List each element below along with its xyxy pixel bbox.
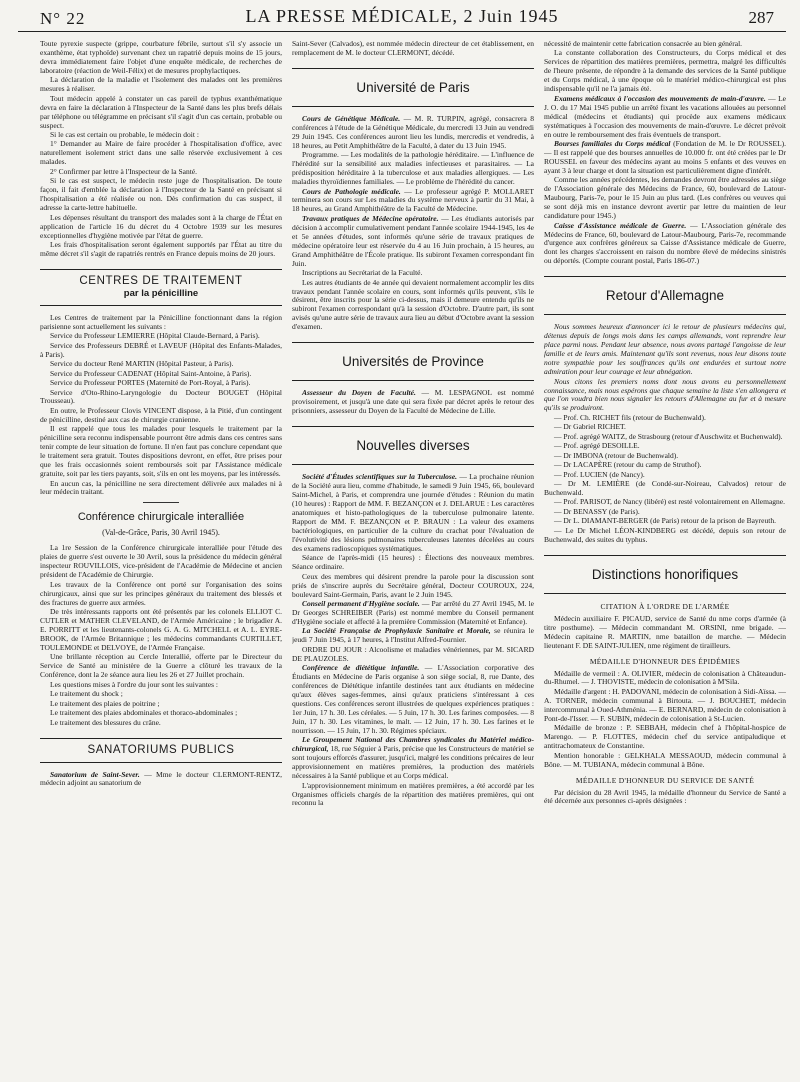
item-text: — L'Association corporative des Étudiants en Médecine de Paris organise à son siège social, 8, rue Dante, des conférences de Diététique infantile destinées tant aux étudiants en médecine qu'aux élèves sages-femmes, ainsi qu'aux praticiens s'intéressant à ces questions. Ces conférences seront illustrées de quelques expériences pratiques : 1er Juin, 17 h. 30. Les céréales. — 5 Juin, 17 h. 30. Les farines composées. — 8 Juin, 17 h. 30. Les vitamines, le malt. — 12 Juin, 17 h. 30. Les farines et le nourrisson. — 15 Juin, 17 h. 30. Régimes spéciaux. <box>292 663 534 735</box>
section-title: Nouvelles diverses <box>356 438 470 454</box>
news-item <box>292 646 534 664</box>
paragraph: Service du Professeur PORTES (Maternité de Port-Royal, à Paris). <box>50 378 251 388</box>
subsection-title: CITATION À L'ORDRE DE L'ARMÉE <box>600 601 730 611</box>
paragraph: Service du Professeur CADENAT (Hôpital Saint-Antoine, à Paris). <box>50 368 252 378</box>
paragraph: En outre, le Professeur Clovis VINCENT dispose, à la Pitié, d'un contingent de pénicilline, destiné aux cas de chirurgie cranienne. <box>40 405 282 424</box>
item-lead: Le Groupement National des Chambres syndicales du Matériel médico-chirurgical, <box>292 735 534 754</box>
paragraph: Tout médecin appelé à constater un cas pareil de typhus exanthématique devra en faire la déclaration à l'Inspecteur de la Santé dans les plus brefs délais par téléphone ou télégramme en précisant s'il s'agit d'un cas certain, probable ou suspect. <box>40 93 282 130</box>
item-text: Inscriptions au Secrétariat de la Faculté. <box>302 268 423 278</box>
paragraph: Les questions mises à l'ordre du jour sont les suivantes : <box>50 679 218 689</box>
paragraph: Par décision du 28 Avril 1945, la médaille d'honneur du Service de Santé a été décernée aux personnes ci-après désignées : <box>544 787 786 806</box>
item-lead: Bourses familiales du Corps médical <box>554 138 671 148</box>
paragraph: Service du Professeur LEMIERRE (Hôpital Claude-Bernard, à Paris). <box>50 331 260 341</box>
paragraph: Une brillante réception au Cercle Interallié, offerte par le Directeur du Service de Santé au ministère de la Guerre a clôturé les travaux de la Conférence, dont la 2e séance aura lieu les 26 et 27 Juillet prochain. <box>40 652 282 680</box>
list-item: — Dr LACAPÈRE (retour du camp de Struthof). <box>554 460 702 470</box>
news-item <box>292 664 534 736</box>
section-title: Distinctions honorifiques <box>591 566 739 582</box>
item-text: — La prochaine réunion de la Société aura lieu, comme d'habitude, le samedi 9 Juin 1945, 66, boulevard Saint-Michel, à Paris, et comprendra une journée d'études : Réunion du matin (10 heures) : Rapport de MM. F. BEZANÇON et J. DELARUE : Les caractères anatomiques et histo-pathologiques de la tuberculose pulmonaire latente. Rapport de MM. F. BEZANÇON et P. BRAUN : La valeur des examens bactériologiques, en particulier de la culture du crachat pour l'évaluation de l'évolutivité des lésions pulmonaires tuberculeuses latentes décelées au cours des examens radioscopiques systématiques. <box>292 472 534 553</box>
item-text: — Le J. O. du 17 Mai 1945 publie un arrêté fixant les vacations allouées au personnel médical (médecins et étudiants) qui procède aux examens médicaux systématiques à l'occasion des mouvements de main-d'œuvre. Le décret prévoit en outre le remboursement des frais éventuels de transport. <box>544 93 786 139</box>
list-item: — Dr Gabriel RICHET. <box>554 422 626 432</box>
section-title: Université de Paris <box>356 79 470 95</box>
item-text: — M. LESPAGNOL est nommé provisoirement, et jusqu'à une date qui sera fixée par décret après le retour des prisonniers, assesseur du Doyen de la Faculté de Médecine de Lille. <box>292 388 534 416</box>
conference-paragraphs <box>40 544 282 727</box>
news-item <box>292 600 534 627</box>
paragraph: La 1re Session de la Conférence chirurgicale interalliée pour l'étude des plaies de guerre s'est ouverte le 30 Avril, sous la présidence du médecin général inspecteur ROUVILLOIS, vice-président de l'Académie de Médecine et ancien président de l'Académie de Chirurgie. <box>40 543 282 580</box>
list-item: — Dr M. LEMIÈRE (de Condé-sur-Noireau, Calvados) retour de Buchenwald. <box>544 479 786 497</box>
list-item: Mention honorable : GELKHALA MESSAOUD, médecin communal à Bône. — M. TUBIANA, médecin communal à Bône. <box>544 750 786 769</box>
column-2 <box>292 40 534 1080</box>
news-item <box>544 140 786 176</box>
news-item <box>292 215 534 269</box>
conference-date: (Val-de-Grâce, Paris, 30 Avril 1945). <box>102 528 220 538</box>
paragraph: Médecin auxiliaire F. PICAUD, service de Santé du nme corps d'armée (à titre posthume). — Médecin commandant M. ORSINI, nme brigade. — Médecin capitaine R. MARTIN, nme bataillon de marche. — Médecin lieutenant F. DE SAINT-JULIEN, nme régiment de tirailleurs. <box>544 613 786 650</box>
penicilline-paragraphs <box>40 314 282 498</box>
item-lead: Conseil permanent d'Hygiène sociale. <box>302 598 420 608</box>
item-lead: Sanatorium de Saint-Sever. <box>50 769 140 779</box>
paragraph: Les Centres de traitement par la Pénicilline fonctionnant dans la région parisienne sont actuellement les suivants : <box>40 312 282 331</box>
paragraph: Nous sommes heureux d'annoncer ici le retour de plusieurs médecins qui, détenus depuis de longs mois dans les camps allemands, vont reprendre leur place parmi nous. Pendant leur absence, nous avons partagé l'angoisse de leur famille et de leurs amis. Maintenant qu'ils sont revenus, nous leur disons toute notre sympathie pour les souffrances qu'ils ont endurées et surtout notre admiration pour leur courage et leur abnégation. <box>544 322 786 377</box>
section-heading-nouvelles <box>292 426 534 465</box>
col3-news-items <box>544 95 786 267</box>
list-item: Médaille de bronze : P. SEBBAH, médecin chef à l'hôpital-hospice de Marengo. — P. FLOTTES, médecin chef du service antipaludique et antitrachomateux de Constantine. <box>544 723 786 751</box>
news-item <box>544 176 786 221</box>
column-1 <box>18 40 282 1080</box>
item-text: Séance de l'après-midi (15 heures) : Élections des nouveaux membres. Séance ordinaire. <box>292 553 534 572</box>
section-title: Retour d'Allemagne <box>605 288 725 304</box>
section-title: CENTRES DE TRAITEMENT <box>79 274 243 287</box>
news-item <box>292 473 534 554</box>
item-lead: Examens médicaux à l'occasion des mouvements de main-d'œuvre. <box>554 93 766 103</box>
paragraph: Toute pyrexie suspecte (grippe, courbature fébrile, surtout s'il s'y associe un exanthème, état typhoïde) survenant chez un rapatrié depuis moins de 15 jours, devra immédiatement faire l'objet d'une enquête médicale, de recherches de laboratoire (réaction de Weil-Félix) et de mesures prophylactiques. <box>40 40 282 75</box>
page-number: 287 <box>748 8 774 27</box>
section-title: SANATORIUMS PUBLICS <box>87 743 235 756</box>
epidemies-list <box>544 670 786 770</box>
paragraph: Les travaux de la Conférence ont porté sur l'organisation des soins chirurgicaux, ainsi que sur les principes généraux du traitement des blessés et des fractures de guerre aux armées. <box>40 579 282 607</box>
news-item <box>292 782 534 809</box>
item-text: (Fondation de M. le Dr ROUSSEL). — Il est rappelé que des bourses annuelles de 10.000 fr. ont été créées par le Dr ROUSSEL en faveur des médecins ayant au moins 5 enfants et des veuves en ayant 3 à leur charge et dont la situation est particulièrement digne d'intérêt. <box>544 138 786 175</box>
list-item: — Dr L. DIAMANT-BERGER (de Paris) retour de la prison de Bayreuth. <box>554 516 776 526</box>
issue-number: N° 22 <box>40 9 86 28</box>
list-item: — Le Dr Michel LÉON-KINDBERG est décédé, depuis son retour de Buchenwald, des suites du typhus. <box>544 525 786 544</box>
list-item: Médaille d'argent : H. PADOVANI, médecin de colonisation à Sidi-Aïssa. — A. TORNER, médecin communal à Birtouta. — J. BOUCHET, médecin intercommunal à Oued-Athménia. — E. BERNARD, médecin de colonisation à Pont-de-l'Isser. — F. SUBIN, médecin de colonisation à St-Lucien. <box>544 686 786 723</box>
section-heading-distinctions <box>544 555 786 594</box>
news-item <box>292 151 534 187</box>
item-text: L'approvisionnement minimum en matières premières, a été accordé par les Organismes officiels chargés de la répartition des matières premières, qui ont reconnu la <box>292 780 534 808</box>
item-lead: Cours de Génétique Médicale. <box>302 113 401 123</box>
item-text: — Les étudiants autorisés par décision à accomplir cumulativement pendant l'année scolaire 1944-1945, les 4e et 5e années d'études, sont informés qu'une série de travaux pratiques de médecine opératoire leur est réservée du 4 au 16 Juin prochain, à 15 heures, au Grand Amphithéâtre de l'École pratique. Ils subiront l'examen correspondant fin Juin. <box>292 213 534 268</box>
item-text: Comme les années précédentes, les demandes devront être adressées au siège de l'Association générale des Médecins de France, 60, boulevard de Latour-Maubourg, Paris-7e, pour le 15 Juin au plus tard. (Les confrères ou veuves qui se sont déjà mis en instance devront avertir par lettre du maintien de leur candidature pour 1945.) <box>544 175 786 221</box>
section-heading-retour <box>544 276 786 315</box>
item-lead: Assesseur du Doyen de Faculté. <box>302 388 416 398</box>
news-item <box>292 736 534 781</box>
item-text: Ceux des membres qui désirent prendre la parole pour la discussion sont priés de s'inscrire auprès du Secrétaire général, Docteur COUROUX, 224, boulevard Saint-Germain, Paris, avant le 2 Juin 1945. <box>292 571 534 599</box>
item-text: ORDRE DU JOUR : Alcoolisme et maladies vénériennes, par M. SICARD DE PLAUZOLES. <box>292 644 534 663</box>
paragraph: Le traitement des plaies abdominales et thoraco-abdominales ; <box>50 708 238 718</box>
paragraph: Service d'Oto-Rhino-Laryngologie du Docteur BOUGET (Hôpital Trousseau). <box>40 387 282 406</box>
item-text: — Le professeur agrégé P. MOLLARET terminera son cours sur Les maladies du système nerveux à partir du 31 Mai, à 18 heures, au Grand Amphithéâtre de la Faculté de Médecine. <box>292 186 534 214</box>
column-3 <box>544 40 786 1080</box>
item-lead: Caisse d'Assistance médicale de Guerre. <box>554 220 687 230</box>
list-item: Médaille de vermeil : A. OLIVIER, médecin de colonisation à Châteaudun-du-Rhumel. — J. THOVISTE, médecin de colonisation à M'Sila. <box>544 668 786 687</box>
subsection-title: MÉDAILLE D'HONNEUR DES ÉPIDÉMIES <box>589 656 741 666</box>
news-item <box>544 222 786 267</box>
list-item: — Prof. LUCIEN (de Nancy). <box>554 469 645 479</box>
paragraph: Si le cas est certain ou probable, le médecin doit : <box>50 130 199 140</box>
item-text: 18, rue Séguier à Paris, précise que les Constructeurs de matériel se sont toujours efforcés d'assurer, jusqu'ici, malgré les conditions précaires de leur approvisionnement en matières premières, la production des matériels nécessaires à la Santé publique et au Corps médical. <box>292 744 534 781</box>
item-text: — Par arrêté du 27 Avril 1945, M. le Dr Georges SCHREIBER (Paris) est nommé membre du Conseil permanent d'Hygiène sociale et affecté à la première Commission (Maternité et Enfance). <box>292 598 534 626</box>
list-item: — Prof. Ch. RICHET fils (retour de Buchenwald). <box>554 412 706 422</box>
paragraph: nécessité de maintenir cette fabrication consacrée au bien général. <box>544 40 743 48</box>
news-item <box>292 279 534 333</box>
subsection-title: MÉDAILLE D'HONNEUR DU SERVICE DE SANTÉ <box>575 775 755 785</box>
section-subtitle: par la pénicilline <box>123 287 199 299</box>
news-item <box>544 95 786 140</box>
paragraph: Les frais d'hospitalisation seront également supportés par l'État au titre du même décret s'il s'agit de rapatriés rentrés en France depuis moins de 20 jours. <box>40 239 282 258</box>
item-lead: Cours de Pathologie médicale. <box>302 186 401 196</box>
paragraph: Il est rappelé que tous les malades pour lesquels le traitement par la pénicilline sera reconnu indispensable pourront être admis dans ces centres sans tenir compte de leur situation de fortune. Il n'en faut pas conclure cependant que le traitement sera gratuit. Toutes dispositions devront, en effet, être prises pour que les frais occasionnés soient remboursés soit par l'Assistance médicale gratuite, soit par les tiers payants, soit, s'ils en ont les moyens, par les intéressés. <box>40 424 282 479</box>
paragraph: 2° Confirmer par lettre à l'Inspecteur de la Santé. <box>50 166 198 176</box>
section-title: Universités de Province <box>342 354 484 370</box>
section-heading-universite-paris <box>292 68 534 107</box>
news-item <box>292 115 534 151</box>
paragraph: La constante collaboration des Constructeurs, du Corps médical et des Services de répartition des matières premières, permettra, malgré les difficultés de l'heure présente, de répondre à la demande des services de la Santé publique et du Corps médical, à une époque où le matériel médico-chirurgical est plus indispensable qu'il ne l'a jamais été. <box>544 48 786 94</box>
section-heading-sanatoriums <box>40 738 282 763</box>
paragraph: La déclaration de la maladie et l'isolement des malades ont les premières mesures à réaliser. <box>40 75 282 94</box>
page-header <box>18 6 786 32</box>
paragraph: En aucun cas, la pénicilline ne sera directement délivrée aux malades ni à leur médecin traitant. <box>40 478 282 497</box>
item-text: se réunira le jeudi 7 Juin 1945, à 17 heures, à l'Institut Alfred-Fournier. <box>292 626 534 645</box>
paragraph: De très intéressants rapports ont été présentés par les colonels ELLIOT C. CUTLER et MATHER CLEVELAND, de l'Armée Américaine ; le brigadier A. E. PORRITT et les lieutenants-colonels G. A. G. MITCHELL et A. L. EYRE-BROOK, de l'Armée Britannique ; les médecins commandants CURTILLET, TOULEMONDE et DELVOYE, de l'Armée Française. <box>40 607 282 652</box>
paragraph: Nous citons les premiers noms dont nous avons eu personnellement connaissance, mais nous espérons que chaque semaine la liste s'en allongera et que l'on voudra bien nous signaler les retours d'Allemagne au fur et à mesure qu'ils se produiront. <box>544 376 786 413</box>
paragraph: Le traitement des plaies de poitrine ; <box>50 698 160 708</box>
typhus-paragraphs <box>40 40 282 259</box>
paragraph: Le traitement des blessures du crâne. <box>50 717 161 727</box>
paragraph: Le traitement du shock ; <box>50 689 123 699</box>
list-item: — Prof. agrégé WAITZ, de Strasbourg (retour d'Auschwitz et Buchenwald). <box>554 431 783 441</box>
list-item: — Dr IMBONA (retour de Buchenwald). <box>554 450 679 460</box>
nouvelles-items <box>292 473 534 808</box>
list-item: — Prof. PARISOT, de Nancy (libéré) est resté volontairement en Allemagne. <box>554 497 785 507</box>
universite-paris-items <box>292 115 534 332</box>
item-lead: La Société Française de Prophylaxie Sanitaire et Morale, <box>302 626 491 636</box>
list-item: — Dr BENASSY (de Paris). <box>554 506 640 516</box>
item-text: — Mme le docteur CLERMONT-RENTZ, médecin adjoint au sanatorium de <box>40 769 282 788</box>
item-text: Programme. — Les modalités de la pathologie héréditaire. — L'influence de l'hérédité sur la sensibilité aux maladies infectieuses et parasitaires. — La prédisposition héréditaire à la tuberculose et aux maladies allergiques. — Les maladies thyroïdiennes familiales. — Le problème de l'hérédité du cancer. <box>292 150 534 187</box>
journal-title: LA PRESSE MÉDICALE, 2 Juin 1945 <box>245 6 559 26</box>
paragraph <box>40 771 282 789</box>
item-lead: Travaux pratiques de Médecine opératoire. <box>302 213 439 223</box>
section-title-conference: Conférence chirurgicale interalliée <box>77 511 245 524</box>
section-heading-penicilline <box>40 269 282 306</box>
returnees-list <box>544 414 786 545</box>
item-text: — M. R. TURPIN, agrégé, consacrera 8 conférences à l'étude de la Génétique Médicale, du mercredi 13 Juin au vendredi 29 Juin 1945. Ces conférences auront lieu les lundis, mercredis et vendredis, à 18 heures, au Petit Amphithéâtre de la Faculté, à dater du 13 Juin 1945. <box>292 113 534 150</box>
item-text: Les autres étudiants de 4e année qui devaient normalement accomplir les dits travaux pendant l'année scolaire en cours, sont informés qu'ils peuvent, s'ils le désirent, être inscrits pour la série ci-dessus, mais il demeure entendu qu'ils ne subiront l'examen correspondant qu'à la session d'Octobre. D'autre part, ils sont avisés qu'une autre série de travaux aura lieu au début d'Octobre avant la session d'examen. <box>292 277 534 332</box>
news-item <box>292 188 534 215</box>
section-heading-universites-province <box>292 342 534 381</box>
paragraph: Saint-Sever (Calvados), est nommée médecin directeur de cet établissement, en remplacement de M. le docteur CLERMONT, décédé. <box>292 40 534 57</box>
item-lead: Société d'Études scientifiques sur la Tuberculose. <box>302 472 458 482</box>
paragraph: Service du docteur René MARTIN (Hôpital Pasteur, à Paris). <box>50 359 234 369</box>
paragraph: Service des Professeurs DEBRÉ et LAVEUF (Hôpital des Enfants-Malades, à Paris). <box>40 340 282 359</box>
item-lead: Conférence de diététique infantile. <box>302 663 420 673</box>
news-item <box>292 554 534 572</box>
news-item <box>292 389 534 416</box>
list-item: — Prof. agrégé DESOILLE. <box>554 441 640 451</box>
news-item <box>292 627 534 645</box>
divider <box>143 502 179 503</box>
news-item <box>292 573 534 600</box>
paragraph: Les dépenses résultant du transport des malades sont à la charge de l'État en application de l'article 16 du décret du 4 Octobre 1939 sur les mesures exceptionnelles d'hygiène motivée par l'état de guerre. <box>40 212 282 240</box>
paragraph: Si le cas est suspect, le médecin reste juge de l'hospitalisation. De toute façon, il fait d'emblée la déclaration à l'Inspecteur de la Santé en précisant si l'hospitalisation a été réalisée ou non. Dès confirmation du cas suspect, il adresse la carte-lettre habituelle. <box>40 176 282 213</box>
item-text: — L'Association générale des Médecins de France, 60, boulevard de Latour-Maubourg, Paris-7e, recommande d'urgence aux confrères généreux sa Caisse d'Assistance médicale de Guerre, dont les charges s'accroissent en raison du nombre élevé de médecins sinistrés ou déportés. (Compte courant postal, Paris 186-07.) <box>544 220 786 266</box>
paragraph: 1° Demander au Maire de faire procéder à l'hospitalisation d'office, avec naturellement isolement strict dans une salle réservée exclusivement à ces malades. <box>40 139 282 167</box>
